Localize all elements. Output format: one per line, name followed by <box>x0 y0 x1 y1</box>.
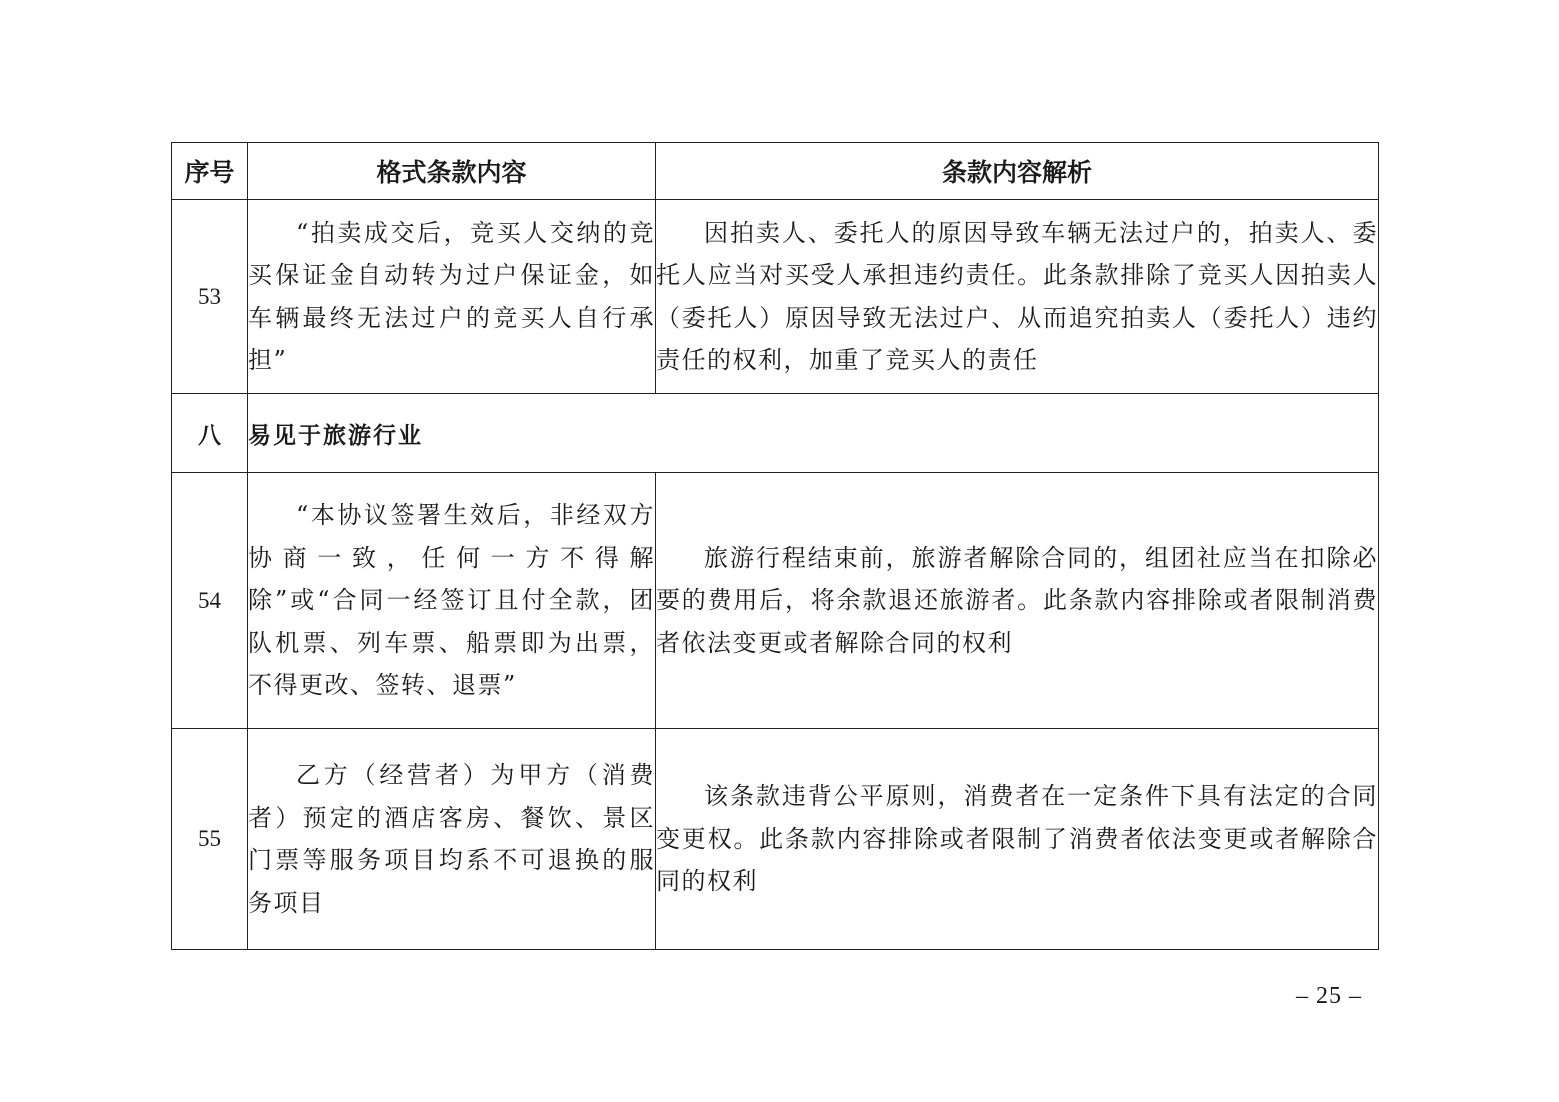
row-number: 55 <box>172 729 248 950</box>
clause-content-text: 乙方（经营者）为甲方（消费者）预定的酒店客房、餐饮、景区门票等服务项目均系不可退换的服务项目 <box>248 761 655 917</box>
table-header-row <box>172 143 1379 200</box>
header-seq: 序号 <box>172 143 248 200</box>
clause-content-text: “本协议签署生效后，非经双方协商一致，任何一方不得解除”或“合同一经签订且付全款，团队机票、列车票、船票即为出票，不得更改、签转、退票” <box>248 501 655 700</box>
section-row <box>172 394 1379 473</box>
section-title: 易见于旅游行业 <box>248 394 1379 473</box>
clause-analysis-text: 因拍卖人、委托人的原因导致车辆无法过户的，拍卖人、委托人应当对买受人承担违约责任。此条款排除了竞买人因拍卖人（委托人）原因导致无法过户、从而追究拍卖人（委托人）违约责任的权利，加重了竞买人的责任 <box>656 218 1378 374</box>
clause-analysis-cell <box>656 200 1379 394</box>
table-row <box>172 473 1379 729</box>
table-row <box>172 200 1379 394</box>
section-number: 八 <box>172 394 248 473</box>
clause-content-text: “拍卖成交后，竞买人交纳的竞买保证金自动转为过户保证金，如车辆最终无法过户的竞买人自行承担” <box>248 218 655 374</box>
clause-analysis-text: 旅游行程结束前，旅游者解除合同的，组团社应当在扣除必要的费用后，将余款退还旅游者。此条款内容排除或者限制消费者依法变更或者解除合同的权利 <box>656 543 1378 657</box>
header-clause-content: 格式条款内容 <box>248 143 656 200</box>
table-row <box>172 729 1379 950</box>
clause-analysis-cell <box>656 729 1379 950</box>
clause-analysis-cell <box>656 473 1379 729</box>
row-number: 54 <box>172 473 248 729</box>
clause-content-cell <box>248 729 656 950</box>
page-number: – 25 – <box>1296 983 1362 1009</box>
clause-content-cell <box>248 200 656 394</box>
clause-analysis-text: 该条款违背公平原则，消费者在一定条件下具有法定的合同变更权。此条款内容排除或者限制了消费者依法变更或者解除合同的权利 <box>656 782 1378 896</box>
header-clause-analysis: 条款内容解析 <box>656 143 1379 200</box>
clauses-table <box>171 142 1379 950</box>
row-number: 53 <box>172 200 248 394</box>
clause-content-cell <box>248 473 656 729</box>
